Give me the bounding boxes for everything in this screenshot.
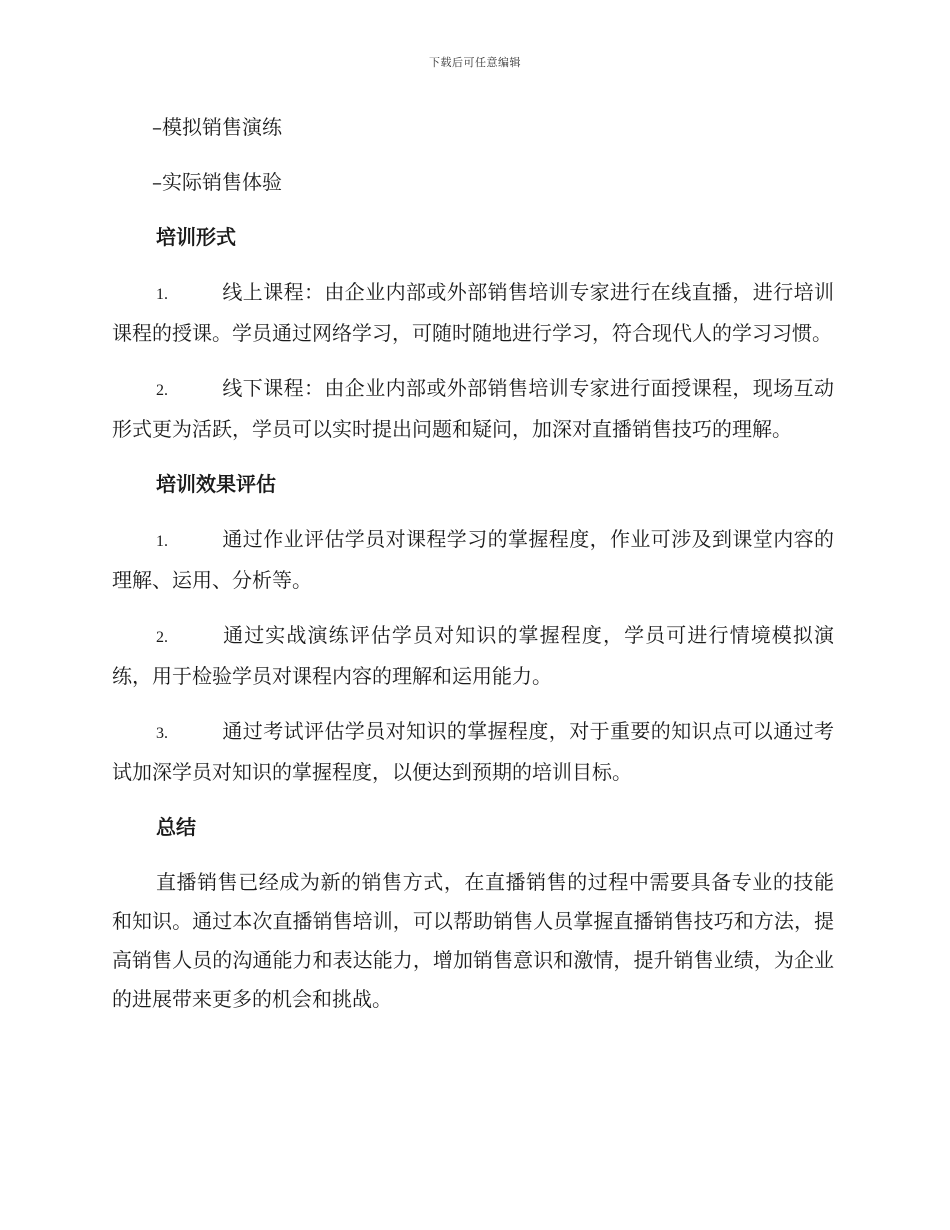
document-body: [112, 108, 834, 1035]
list-item-number: 1.: [156, 533, 168, 550]
section-heading-summary: 总结: [156, 815, 196, 839]
list-item-text: 通过考试评估学员对知识的掌握程度，对于重要的知识点可以通过考试加深学员对知识的掌握程度，以便达到预期的培训目标。: [112, 719, 834, 784]
list-item-text: 线上课程：由企业内部或外部销售培训专家进行在线直播，进行培训课程的授课。学员通过网络学习，可随时随地进行学习，符合现代人的学习习惯。: [112, 280, 834, 345]
list-item: [112, 369, 834, 449]
list-item-number: 2.: [156, 382, 168, 399]
bullet-item: –模拟销售演练: [152, 115, 282, 139]
bullet-item: –实际销售体验: [152, 170, 282, 194]
list-item: [112, 520, 834, 600]
list-item-number: 3.: [156, 725, 168, 742]
list-item-number: 2.: [156, 629, 168, 646]
summary-paragraph: 直播销售已经成为新的销售方式，在直播销售的过程中需要具备专业的技能和知识。通过本次直播销售培训，可以帮助销售人员掌握直播销售技巧和方法，提高销售人员的沟通能力和表达能力，增加销售意识和激情，提升销售业绩，为企业的进展带来更多的机会和挑战。: [112, 870, 834, 1011]
list-item: [112, 273, 834, 353]
list-item-number: 1.: [156, 286, 168, 303]
page-header: 下载后可任意编辑: [429, 56, 521, 69]
section-heading-evaluation: 培训效果评估: [156, 472, 276, 496]
section-heading-format: 培训形式: [156, 225, 236, 249]
list-item-text: 线下课程：由企业内部或外部销售培训专家进行面授课程，现场互动形式更为活跃，学员可以实时提出问题和疑问，加深对直播销售技巧的理解。: [112, 376, 834, 441]
list-item: [112, 616, 834, 696]
list-item-text: 通过作业评估学员对课程学习的掌握程度，作业可涉及到课堂内容的理解、运用、分析等。: [112, 527, 834, 592]
list-item: [112, 712, 834, 792]
list-item-text: 通过实战演练评估学员对知识的掌握程度，学员可进行情境模拟演练，用于检验学员对课程内容的理解和运用能力。: [112, 623, 834, 688]
